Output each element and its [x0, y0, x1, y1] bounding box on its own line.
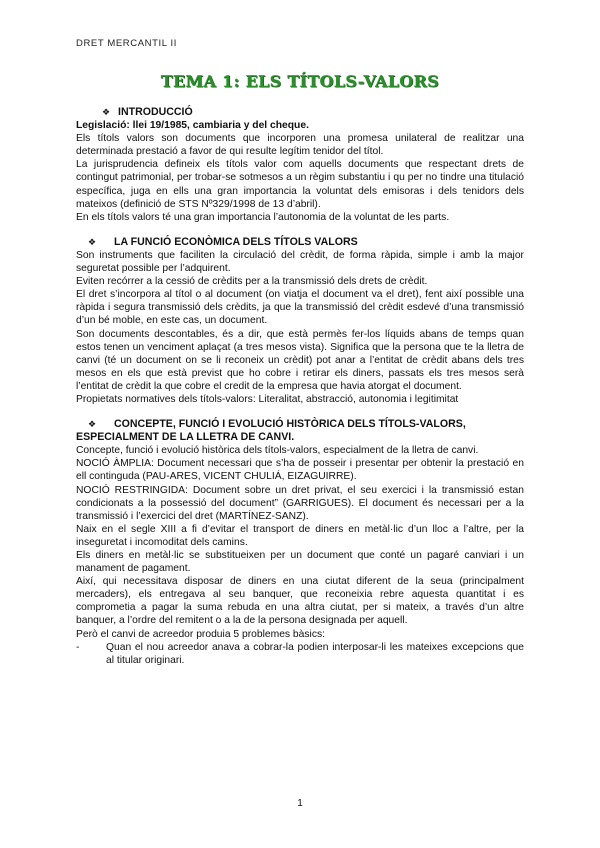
paragraph: Concepte, funció i evolució històrica dels títols-valors, especialment de la lletra de canvi. — [76, 445, 479, 457]
paragraph: Els diners en metàl·lic se substitueixen per un document que conté un pagaré canviari i un manament de pagament. — [76, 550, 524, 575]
list-item-text: Quan el nou acreedor anava a cobrar-la podien interposar-li les mateixes excepcions que al titular originari. — [106, 641, 524, 666]
heading-text: INTRODUCCIÓ — [118, 106, 193, 118]
legislacio-line: Legislació: llei 19/1985, cambiaria y del cheque. — [76, 120, 309, 132]
list-item — [76, 641, 524, 667]
heading-text-line1: CONCEPTE, FUNCIÓ I EVOLUCIÓ HISTÒRICA DELS TÍTOLS-VALORS, — [114, 418, 466, 431]
paragraph: NOCIÓ RESTRINGIDA: Document sobre un dret privat, el seu exercici i la transmissió estan condicionats a la possessió del document” (GARRIGUES). El document és necessari per a la transmissió i l’exercici del dret (MARTÍNEZ-SANZ). — [76, 484, 524, 522]
paragraph: En els títols valors té una gran importancia l’autonomia de la voluntat de les parts. — [76, 211, 450, 223]
paragraph: Naix en el segle XIII a fi d’evitar el transport de diners en metàl·lic d’un lloc a l’altre, per la inseguretat i incomoditat dels camins. — [76, 523, 524, 548]
running-header: DRET MERCANTIL II — [76, 38, 177, 49]
section-heading-concepte — [76, 418, 524, 431]
diamond-bullet-icon: ❖ — [102, 107, 111, 117]
paragraph: Els títols valors son documents que incorporen una promesa unilateral de realitzar una determinada prestació a favor de qui resulte legítim tenidor del títol. — [76, 133, 524, 158]
paragraph: Son documents descontables, és a dir, que està permès fer-los líquids abans de temps quan estos tenen un venciment aplaçat (a tres mesos vista). Significa que la persona que te la lletra de canvi (té un document on se li reconeix un crèdit) pot anar a l’entitat de crèdit abans dels tres mesos en els que està previst que ho cobre i retirar els diners, passats els tres mesos serà l’entitat de crèdit la que cobre el credit de la empresa que havia atorgat el document. — [76, 328, 524, 392]
paragraph: Propietats normatives dels títols-valors: Literalitat, abstracció, autonomia i legitimitat — [76, 393, 459, 405]
diamond-bullet-icon: ❖ — [88, 236, 97, 247]
paragraph: Son instruments que faciliten la circulació del crèdit, de forma ràpida, simple i amb la major seguretat possible per l’adquirent. — [76, 249, 524, 275]
paragraph: NOCIÓ ÀMPLIA: Document necessari que s’ha de posseir i presentar per obtenir la prestació en ell continguda (PAU-ARES, VICENT CHULIÁ, EIZAGUIRRE). — [76, 458, 524, 483]
diamond-bullet-icon: ❖ — [88, 419, 97, 430]
heading-text: LA FUNCIÓ ECONÒMICA DELS TÍTOLS VALORS — [114, 235, 358, 248]
paragraph: Eviten recórrer a la cessió de crèdits per a la transmissió dels drets de crèdit. — [76, 276, 428, 288]
paragraph: Així, qui necessitava disposar de diners en una ciutat diferent de la seua (principalment mercaders), els entregava al seu banquer, que reconeixia rebre aquesta quantitat i es comprometia a pagar la suma rebuda en una altra ciutat, per si mateix, a través d’un altre banquer, a l’ordre del remitent o a la de la persona designada per aquell. — [76, 576, 524, 627]
page-number: 1 — [297, 798, 303, 809]
document-body — [76, 106, 524, 667]
paragraph: Però el canvi de acreedor produia 5 problemes bàsics: — [76, 628, 325, 640]
heading-text-line2: ESPECIALMENT DE LA LLETRA DE CANVI. — [76, 431, 295, 444]
section-heading-funcio-economica — [76, 236, 524, 249]
paragraph: La jurisprudencia defineix els títols valor com aquells documents que respectant drets de contingut patrimonial, per trobar-se sotmesos a un règim substantiu i qu per no tindre una titulació específica, juga en ells una gran importancia la voluntat dels emisoras i dels tenidors dels mateixos (definició de STS Nº329/1998 de 13 d’abril). — [76, 159, 524, 210]
paragraph: El dret s’incorpora al títol o al document (on viatja el document va el dret), fent així possible una ràpida i segura transmissió dels crèdits, ja que la transmissió del crèdit esdevé d’una transmissió d’un bé moble, en este cas, un document. — [76, 289, 524, 327]
document-title: TEMA 1: ELS TÍTOLS-VALORS — [160, 72, 440, 91]
list-dash: - — [76, 641, 80, 653]
section-heading-introduccio — [76, 106, 524, 119]
